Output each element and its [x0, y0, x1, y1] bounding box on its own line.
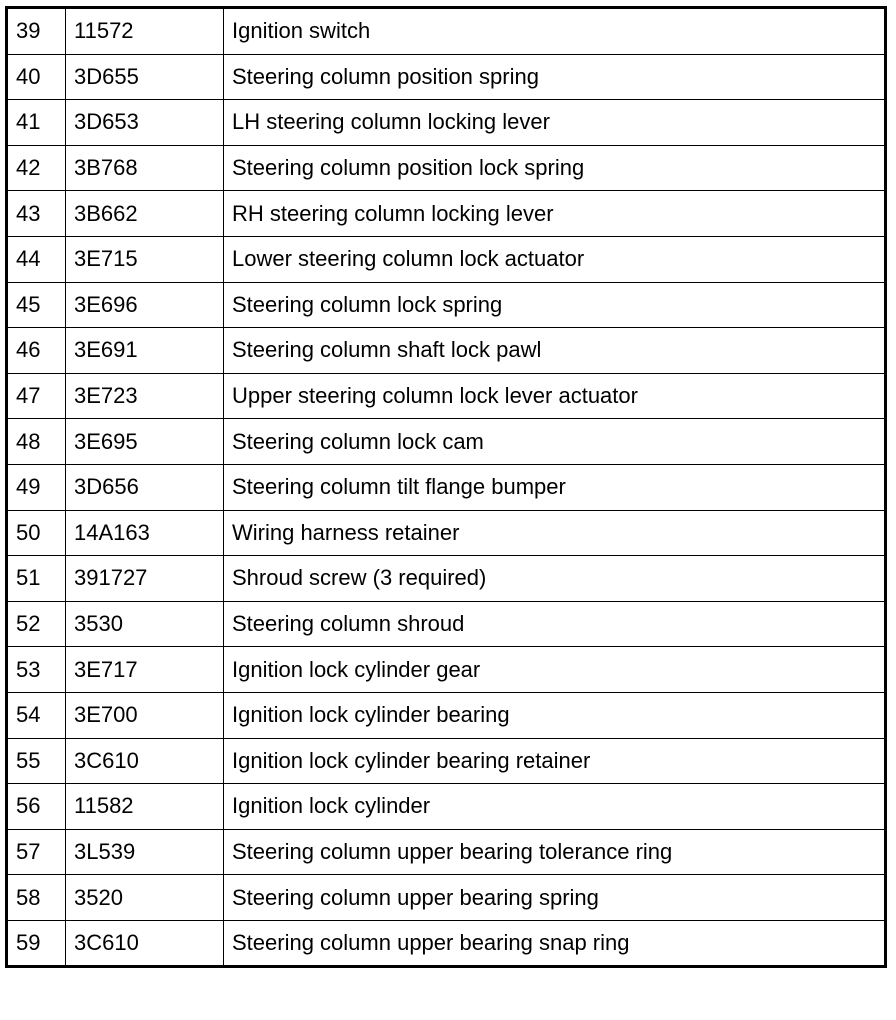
description-cell: Steering column tilt flange bumper [224, 464, 886, 510]
item-number-cell: 44 [7, 236, 66, 282]
part-number-cell: 3530 [66, 601, 224, 647]
item-number-cell: 46 [7, 328, 66, 374]
description-cell: Shroud screw (3 required) [224, 556, 886, 602]
table-row [7, 145, 886, 191]
description-cell: Steering column position spring [224, 54, 886, 100]
description-cell: Steering column shaft lock pawl [224, 328, 886, 374]
item-number-cell: 48 [7, 419, 66, 465]
table-row [7, 510, 886, 556]
item-number-cell: 59 [7, 920, 66, 967]
table-row [7, 647, 886, 693]
item-number-cell: 58 [7, 875, 66, 921]
item-number-cell: 39 [7, 8, 66, 55]
item-number-cell: 41 [7, 100, 66, 146]
part-number-cell: 3L539 [66, 829, 224, 875]
part-number-cell: 3E723 [66, 373, 224, 419]
description-cell: Steering column upper bearing snap ring [224, 920, 886, 967]
part-number-cell: 14A163 [66, 510, 224, 556]
table-row [7, 419, 886, 465]
part-number-cell: 391727 [66, 556, 224, 602]
description-cell: Ignition lock cylinder bearing retainer [224, 738, 886, 784]
part-number-cell: 3D653 [66, 100, 224, 146]
description-cell: Ignition lock cylinder gear [224, 647, 886, 693]
description-cell: Upper steering column lock lever actuator [224, 373, 886, 419]
table-row [7, 464, 886, 510]
parts-table-body [7, 8, 886, 967]
table-row [7, 692, 886, 738]
description-cell: Ignition lock cylinder bearing [224, 692, 886, 738]
description-cell: LH steering column locking lever [224, 100, 886, 146]
item-number-cell: 50 [7, 510, 66, 556]
part-number-cell: 11572 [66, 8, 224, 55]
part-number-cell: 3E715 [66, 236, 224, 282]
part-number-cell: 3D655 [66, 54, 224, 100]
item-number-cell: 53 [7, 647, 66, 693]
table-row [7, 191, 886, 237]
part-number-cell: 3B768 [66, 145, 224, 191]
part-number-cell: 3C610 [66, 920, 224, 967]
part-number-cell: 3E700 [66, 692, 224, 738]
table-row [7, 282, 886, 328]
table-row [7, 8, 886, 55]
table-row [7, 920, 886, 967]
item-number-cell: 47 [7, 373, 66, 419]
item-number-cell: 56 [7, 784, 66, 830]
parts-table [5, 6, 887, 968]
description-cell: Wiring harness retainer [224, 510, 886, 556]
item-number-cell: 54 [7, 692, 66, 738]
description-cell: Steering column upper bearing spring [224, 875, 886, 921]
description-cell: Ignition lock cylinder [224, 784, 886, 830]
part-number-cell: 3D656 [66, 464, 224, 510]
table-row [7, 875, 886, 921]
part-number-cell: 3C610 [66, 738, 224, 784]
description-cell: Ignition switch [224, 8, 886, 55]
part-number-cell: 3E695 [66, 419, 224, 465]
table-row [7, 373, 886, 419]
item-number-cell: 40 [7, 54, 66, 100]
part-number-cell: 3E691 [66, 328, 224, 374]
item-number-cell: 43 [7, 191, 66, 237]
description-cell: Steering column upper bearing tolerance ring [224, 829, 886, 875]
table-row [7, 601, 886, 647]
item-number-cell: 52 [7, 601, 66, 647]
table-row [7, 556, 886, 602]
item-number-cell: 42 [7, 145, 66, 191]
item-number-cell: 45 [7, 282, 66, 328]
table-row [7, 784, 886, 830]
description-cell: Steering column lock spring [224, 282, 886, 328]
part-number-cell: 3E696 [66, 282, 224, 328]
description-cell: Steering column lock cam [224, 419, 886, 465]
table-row [7, 100, 886, 146]
item-number-cell: 55 [7, 738, 66, 784]
description-cell: Steering column shroud [224, 601, 886, 647]
item-number-cell: 49 [7, 464, 66, 510]
item-number-cell: 57 [7, 829, 66, 875]
item-number-cell: 51 [7, 556, 66, 602]
description-cell: RH steering column locking lever [224, 191, 886, 237]
table-row [7, 738, 886, 784]
table-row [7, 829, 886, 875]
part-number-cell: 3E717 [66, 647, 224, 693]
table-row [7, 54, 886, 100]
part-number-cell: 11582 [66, 784, 224, 830]
table-row [7, 328, 886, 374]
table-row [7, 236, 886, 282]
description-cell: Lower steering column lock actuator [224, 236, 886, 282]
description-cell: Steering column position lock spring [224, 145, 886, 191]
part-number-cell: 3520 [66, 875, 224, 921]
part-number-cell: 3B662 [66, 191, 224, 237]
